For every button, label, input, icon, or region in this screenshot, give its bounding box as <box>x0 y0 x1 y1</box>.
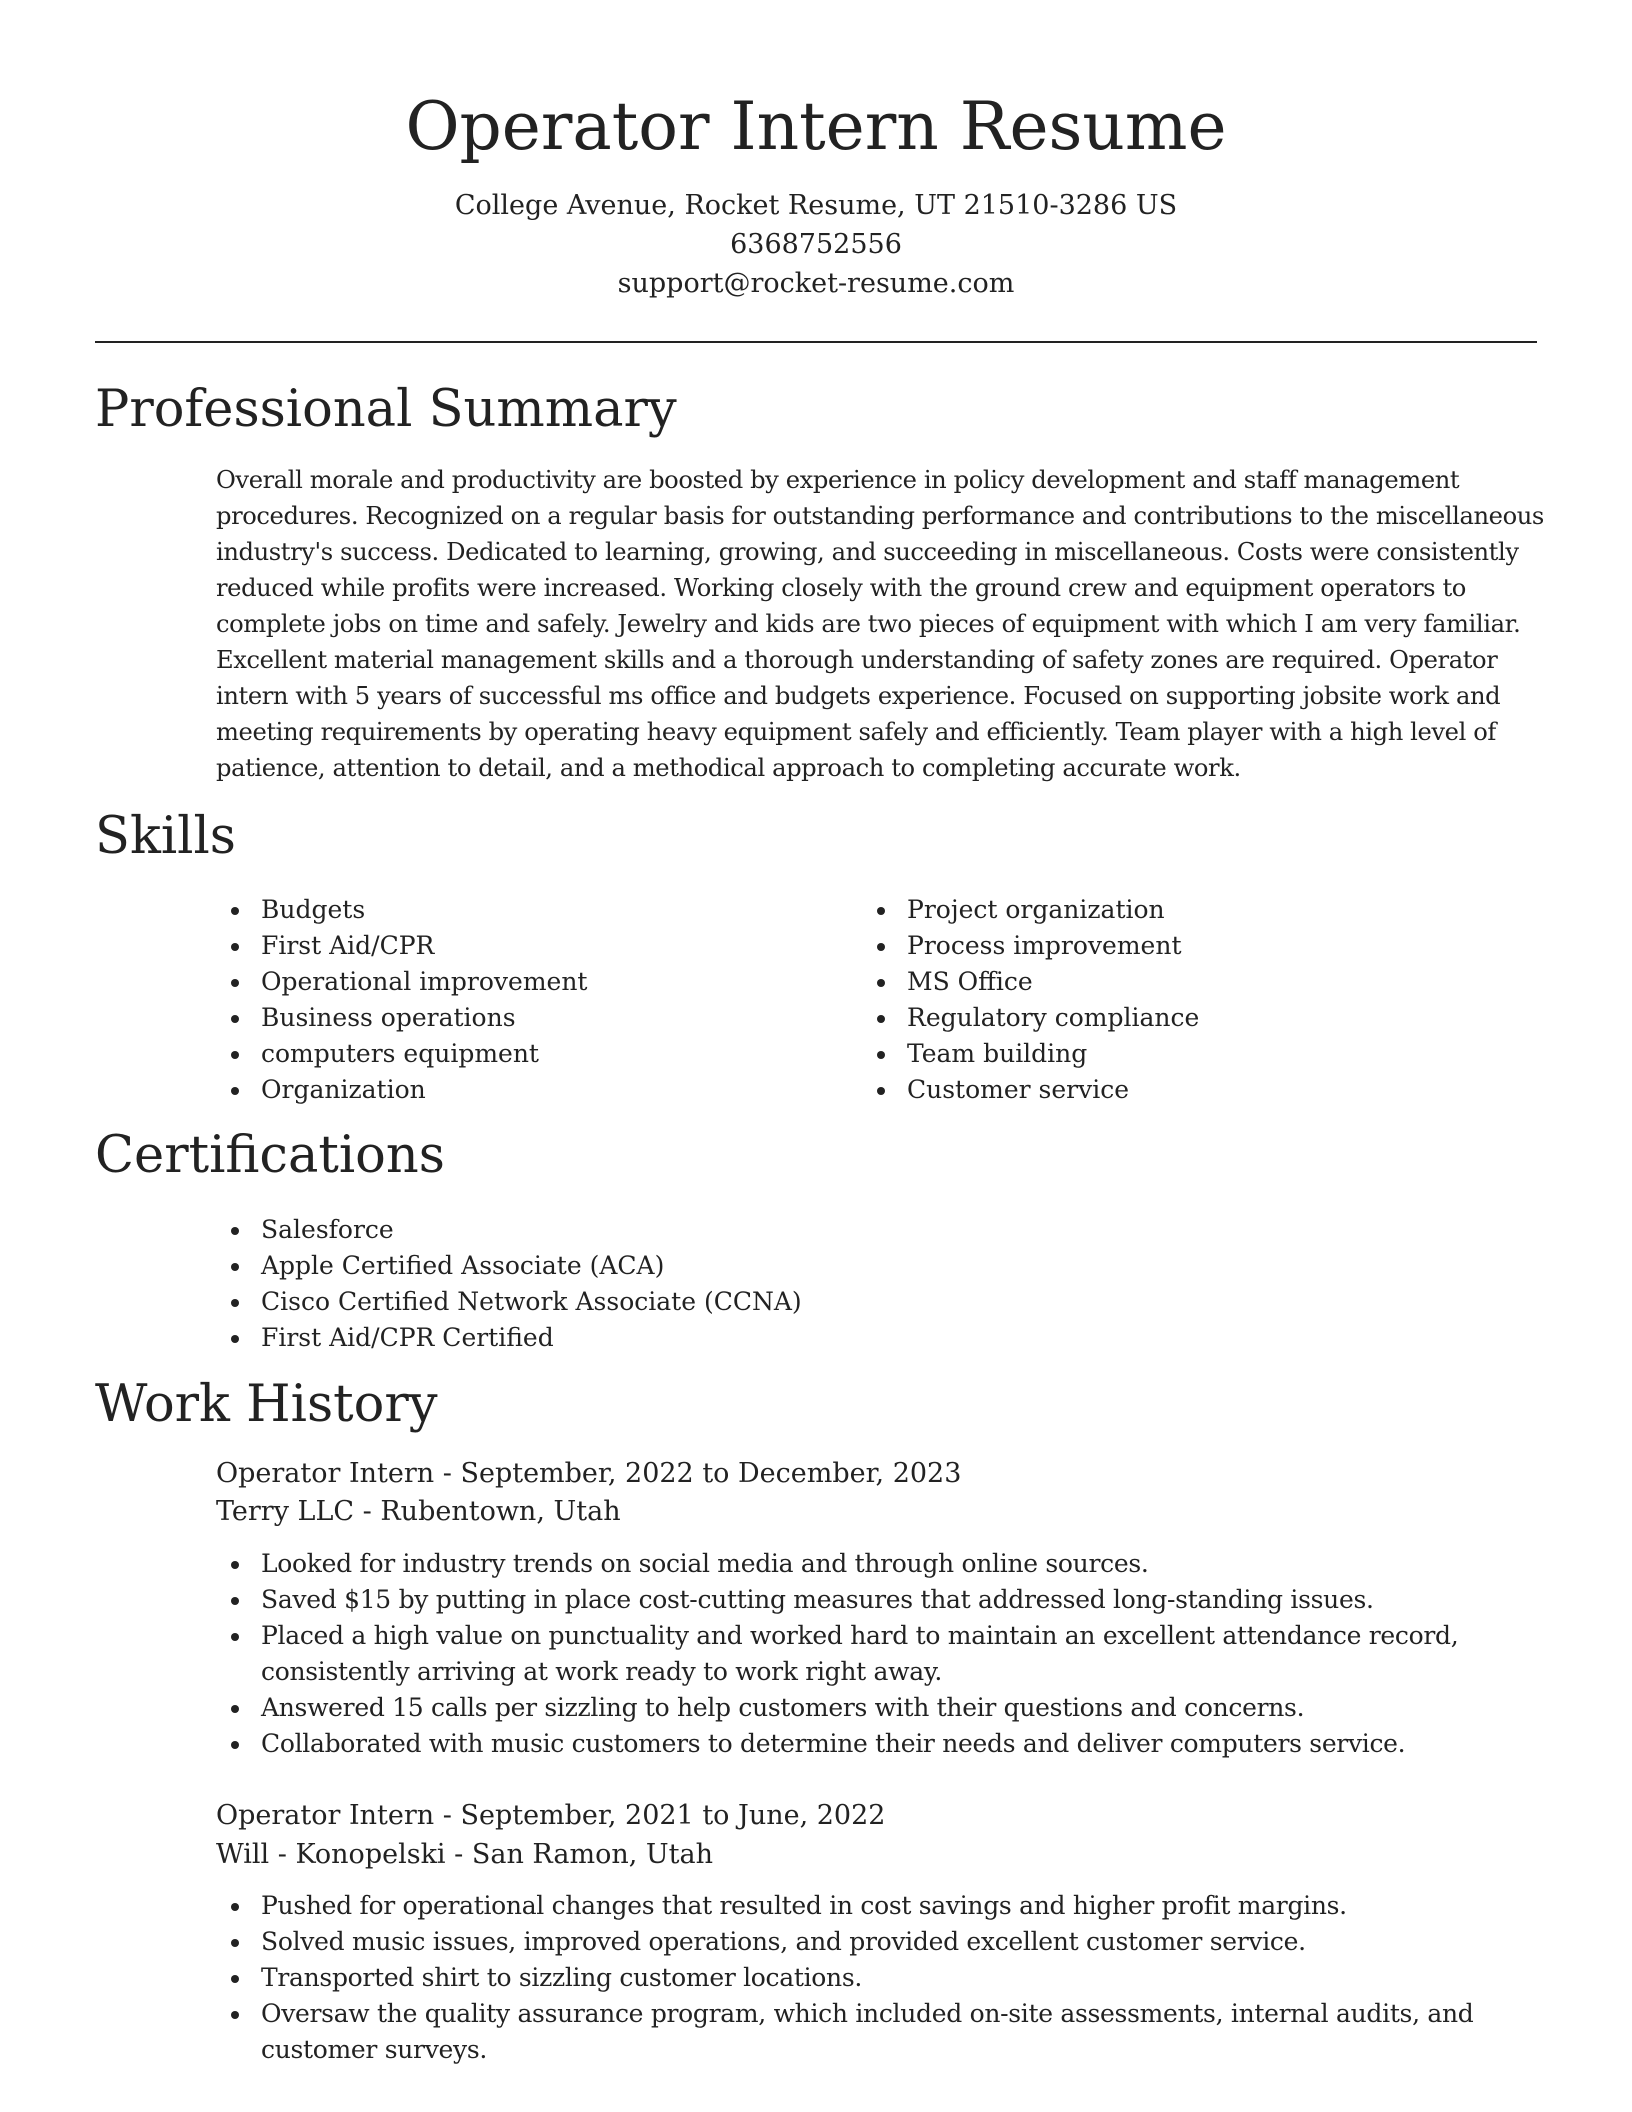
job-bullet: Answered 15 calls per sizzling to help customers with their questions and concerns. <box>216 1690 1546 1726</box>
job-company: Terry LLC - Rubentown, Utah <box>216 1496 621 1527</box>
skill-item: MS Office <box>862 964 1199 1000</box>
summary-text: Overall morale and productivity are boosted by experience in policy development and staff management procedures. Recognized on a regular basis for outstanding performance and contributions to the miscellaneous industry's success. Dedicated to learning, growing, and succeeding in miscellaneous. Costs were consistently reduced while profits were increased. Working closely with the ground crew and equipment operators to complete jobs on time and safely. Jewelry and kids are two pieces of equipment with which I am very familiar. Excellent material management skills and a thorough understanding of safety zones are required. Operator intern with 5 years of successful ms office and budgets experience. Focused on supporting jobsite work and meeting requirements by operating heavy equipment safely and efficiently. Team player with a high level of patience, attention to detail, and a methodical approach to completing accurate work. <box>216 466 1544 782</box>
skill-item: Budgets <box>216 892 587 928</box>
skill-item: Business operations <box>216 1000 587 1036</box>
work-history-heading: Work History <box>95 1375 438 1434</box>
certification-item: Salesforce <box>216 1212 802 1248</box>
job-bullet: Placed a high value on punctuality and worked hard to maintain an excellent attendance record, consistently arriving at work ready to work right away. <box>216 1618 1546 1690</box>
skill-item: Team building <box>862 1036 1199 1072</box>
job-heading: Operator Intern - September, 2021 to June, 2022 <box>216 1800 886 1831</box>
contact-phone: 6368752556 <box>730 229 902 260</box>
skills-heading: Skills <box>95 807 236 866</box>
job-bullet: Transported shirt to sizzling customer locations. <box>216 1960 1546 1996</box>
certification-item: First Aid/CPR Certified <box>216 1320 802 1356</box>
skill-item: Customer service <box>862 1072 1199 1108</box>
job-bullet: Looked for industry trends on social media and through online sources. <box>216 1546 1546 1582</box>
certifications-heading: Certifications <box>95 1126 445 1185</box>
skill-item: Regulatory compliance <box>862 1000 1199 1036</box>
contact-address: College Avenue, Rocket Resume, UT 21510-3286 US <box>454 190 1178 221</box>
contact-email: support@rocket-resume.com <box>617 268 1015 299</box>
skill-item: Organization <box>216 1072 587 1108</box>
job-bullet: Saved $15 by putting in place cost-cutting measures that addressed long-standing issues. <box>216 1582 1546 1618</box>
summary-heading: Professional Summary <box>95 380 677 439</box>
job-company: Will - Konopelski - San Ramon, Utah <box>216 1839 713 1870</box>
skill-item: Operational improvement <box>216 964 587 1000</box>
resume-title: Operator Intern Resume <box>405 88 1227 165</box>
job-heading: Operator Intern - September, 2022 to December, 2023 <box>216 1458 962 1489</box>
certification-item: Cisco Certified Network Associate (CCNA) <box>216 1284 802 1320</box>
job-bullet: Pushed for operational changes that resulted in cost savings and higher profit margins. <box>216 1888 1546 1924</box>
resume-header <box>0 0 1632 303</box>
skills-list-right <box>862 892 1199 1108</box>
job-bullet: Collaborated with music customers to determine their needs and deliver computers service. <box>216 1726 1546 1762</box>
skill-item: Project organization <box>862 892 1199 928</box>
certifications-list <box>216 1212 802 1356</box>
job-bullet: Solved music issues, improved operations, and provided excellent customer service. <box>216 1924 1546 1960</box>
skills-list-left <box>216 892 587 1108</box>
job-bullet: Oversaw the quality assurance program, which included on-site assessments, internal audits, and customer surveys. <box>216 1996 1546 2068</box>
job-bullets <box>216 1546 1546 1762</box>
skill-item: computers equipment <box>216 1036 587 1072</box>
skill-item: Process improvement <box>862 928 1199 964</box>
job-bullets <box>216 1888 1546 2068</box>
certification-item: Apple Certified Associate (ACA) <box>216 1248 802 1284</box>
skill-item: First Aid/CPR <box>216 928 587 964</box>
header-divider <box>95 341 1537 343</box>
